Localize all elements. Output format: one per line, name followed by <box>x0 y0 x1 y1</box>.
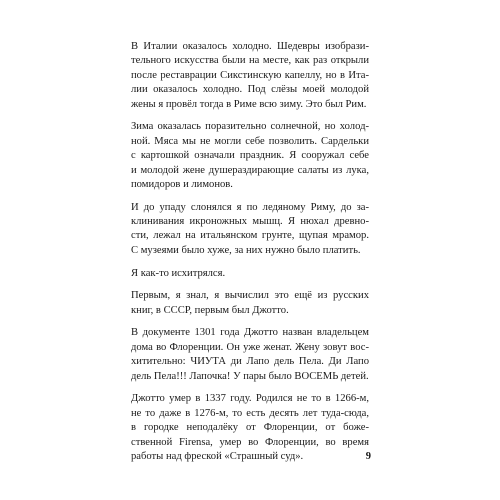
text-line: С музеями было хуже, за них нужно было платить. <box>131 244 361 256</box>
text-line: Зима оказалась поразительно солнечной, но холод- <box>131 121 369 133</box>
text-line: ной. Мяса мы не могли себе позволить. Сардельки <box>131 135 369 147</box>
page-number: 9 <box>365 451 371 462</box>
text-line: книг, в СССР, первым был Джотто. <box>131 304 289 316</box>
paragraph-4 <box>131 267 369 281</box>
paragraph-7 <box>131 392 369 464</box>
text-line: ственной Firensa, умер во Флоренции, во время <box>131 436 369 448</box>
text-line: с картошкой означали праздник. Я сооружал себе <box>131 150 369 162</box>
text-line: после реставрации Сикстинскую капеллу, но в Ита- <box>131 69 369 81</box>
text-line: помидоров и лимонов. <box>131 178 233 190</box>
paragraph-1 <box>131 40 369 112</box>
paragraph-3 <box>131 201 369 259</box>
body-text <box>131 40 369 473</box>
text-line: в городке неподалёку от Флоренции, от боже- <box>131 422 369 434</box>
paragraph-5 <box>131 289 369 318</box>
text-line: дома во Флоренции. Он уже женат. Жену зовут вос- <box>131 341 369 353</box>
text-line: работы над фреской «Страшный суд». <box>131 450 304 462</box>
text-line: В документе 1301 года Джотто назван владельцем <box>131 327 369 339</box>
text-line: лии оказалось холодно. Под слёзы моей молодой <box>131 84 369 96</box>
paragraph-2 <box>131 120 369 192</box>
text-line: жены я провёл тогда в Риме всю зиму. Это был Рим. <box>131 98 367 110</box>
text-line: В Италии оказалось холодно. Шедевры изобрази- <box>131 41 369 52</box>
text-line: и молодой жене душераздирающие салаты из лука, <box>131 164 369 176</box>
text-line: Джотто умер в 1337 году. Родился не то в 1266-м, <box>131 393 369 405</box>
text-line: Я как-то исхитрялся. <box>131 267 226 279</box>
text-line: тельного искусства были на месте, как раз открыли <box>131 55 369 67</box>
paragraph-6 <box>131 326 369 384</box>
text-line: не то даже в 1276-м, то есть десять лет туда-сюда, <box>131 407 369 419</box>
text-line: дель Пела!!! Лапочка! У пары было ВОСЕМЬ детей. <box>131 370 369 382</box>
text-line: клинивания икроножных мышц. Я нюхал древно- <box>131 216 369 228</box>
text-line: И до упаду слонялся я по ледяному Риму, до за- <box>131 201 369 213</box>
text-line: хитительно: ЧИУТА ди Лапо дель Пела. Ди Лапо <box>131 356 369 368</box>
text-line: Первым, я знал, я вычислил это ещё из русских <box>131 290 369 302</box>
text-line: сти, лежал на итальянском грунте, щупая мрамор. <box>131 230 369 242</box>
